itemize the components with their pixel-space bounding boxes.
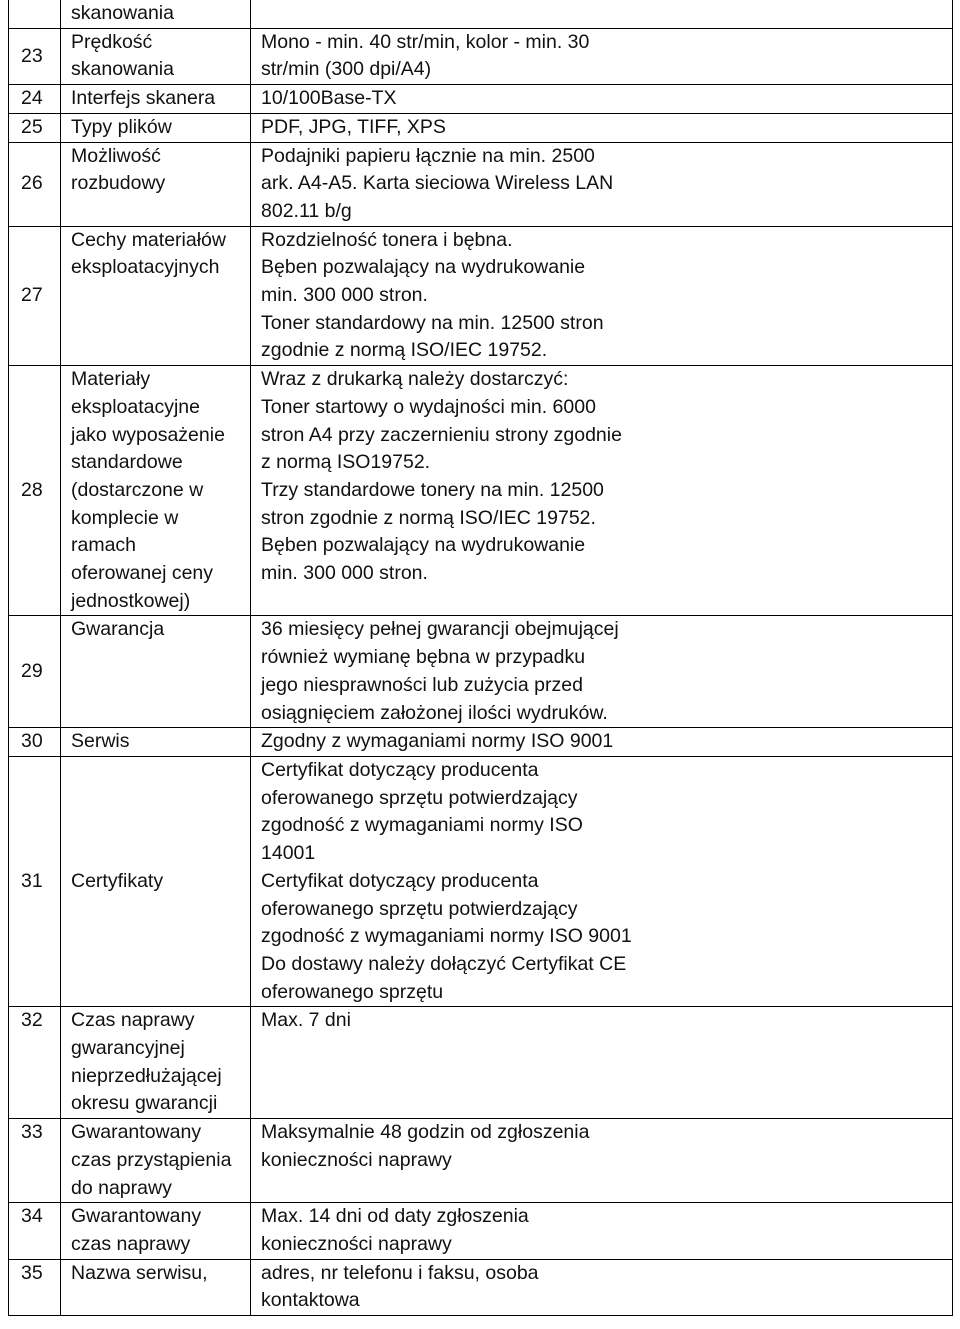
parameter-name — [61, 1119, 251, 1203]
row-number: 28 — [9, 366, 61, 616]
cell-line: 36 miesięcy pełnej gwarancji obejmującej — [261, 618, 619, 641]
cell-line: Serwis — [71, 730, 130, 753]
cell-line: okresu gwarancji — [71, 1092, 218, 1115]
cell-line: stron zgodnie z normą ISO/IEC 19752. — [261, 506, 596, 529]
cell-line: eksploatacyjne — [71, 395, 200, 418]
parameter-name — [61, 616, 251, 728]
row-number: 34 — [9, 1203, 61, 1259]
cell-line: Cechy materiałów — [71, 228, 226, 251]
row-number: 24 — [9, 85, 61, 114]
parameter-value — [251, 1119, 953, 1203]
cell-line: Materiały — [71, 368, 151, 391]
parameter-value — [251, 1203, 953, 1259]
cell-line: Toner startowy o wydajności min. 6000 — [261, 395, 596, 418]
cell-line: oferowanej ceny — [71, 562, 214, 585]
row-number: 27 — [9, 226, 61, 366]
cell-line: Zgodny z wymaganiami normy ISO 9001 — [261, 730, 614, 753]
row-number: 30 — [9, 728, 61, 757]
parameter-value — [251, 1259, 953, 1315]
cell-line: min. 300 000 stron. — [261, 562, 428, 585]
row-number: 29 — [9, 616, 61, 728]
cell-line: oferowanego sprzętu — [261, 980, 444, 1003]
cell-line: Bęben pozwalający na wydrukowanie — [261, 534, 586, 557]
cell-line: ark. A4-A5. Karta sieciowa Wireless LAN — [261, 172, 614, 195]
cell-line: 802.11 b/g — [261, 199, 352, 222]
parameter-value — [251, 1007, 953, 1119]
cell-line: Gwarantowany — [71, 1121, 202, 1144]
table-row — [9, 85, 953, 114]
cell-line: Czas naprawy — [71, 1009, 195, 1032]
parameter-name — [61, 0, 251, 28]
parameter-value — [251, 366, 953, 616]
cell-line: Nazwa serwisu, — [71, 1261, 208, 1284]
cell-line: Certyfikat dotyczący producenta — [261, 758, 539, 781]
table-row — [9, 1203, 953, 1259]
cell-line: Certyfikat dotyczący producenta — [261, 869, 539, 892]
table-row — [9, 226, 953, 366]
cell-line: Możliwość — [71, 144, 161, 167]
table-row — [9, 1119, 953, 1203]
cell-line: zgodność z wymaganiami normy ISO 9001 — [261, 925, 632, 948]
row-number: 31 — [9, 756, 61, 1006]
cell-line: oferowanego sprzętu potwierdzający — [261, 897, 578, 920]
parameter-value — [251, 0, 953, 28]
cell-line: jako wyposażenie — [71, 423, 225, 446]
cell-line: konieczności naprawy — [261, 1232, 452, 1255]
cell-line: Toner standardowy na min. 12500 stron — [261, 311, 604, 334]
cell-line: Bęben pozwalający na wydrukowanie — [261, 256, 586, 279]
parameter-name — [61, 1259, 251, 1315]
cell-line: również wymianę bębna w przypadku — [261, 646, 586, 669]
cell-line: zgodnie z normą ISO/IEC 19752. — [261, 339, 548, 362]
cell-line: nieprzedłużającej — [71, 1064, 222, 1087]
cell-line: gwarancyjnej — [71, 1037, 185, 1060]
parameter-value — [251, 616, 953, 728]
row-number — [9, 0, 61, 28]
cell-line: standardowe — [71, 451, 183, 474]
cell-line: do naprawy — [71, 1176, 172, 1199]
specification-table — [8, 0, 953, 1316]
cell-line: Interfejs skanera — [71, 87, 216, 110]
row-number: 32 — [9, 1007, 61, 1119]
table-row — [9, 756, 953, 1006]
cell-line: Max. 14 dni od daty zgłoszenia — [261, 1205, 529, 1228]
cell-line: Certyfikaty — [71, 869, 164, 892]
parameter-name — [61, 28, 251, 84]
cell-line: ramach — [71, 534, 137, 557]
cell-line: PDF, JPG, TIFF, XPS — [261, 115, 446, 138]
cell-line: stron A4 przy zaczernieniu strony zgodnie — [261, 423, 622, 446]
cell-line: czas przystąpienia — [71, 1148, 232, 1171]
parameter-name — [61, 1203, 251, 1259]
parameter-value — [251, 142, 953, 226]
row-number: 23 — [9, 28, 61, 84]
parameter-name — [61, 366, 251, 616]
table-row — [9, 113, 953, 142]
cell-line: eksploatacyjnych — [71, 256, 220, 279]
parameter-value — [251, 85, 953, 114]
cell-line: Max. 7 dni — [261, 1009, 351, 1032]
parameter-name — [61, 85, 251, 114]
cell-line: 14001 — [261, 842, 316, 865]
cell-line: jego niesprawności lub zużycia przed — [261, 673, 583, 696]
table-row — [9, 616, 953, 728]
cell-line: Prędkość — [71, 30, 153, 53]
cell-line: Typy plików — [71, 115, 172, 138]
cell-line: Podajniki papieru łącznie na min. 2500 — [261, 144, 595, 167]
cell-line: Gwarancja — [71, 618, 165, 641]
row-number: 35 — [9, 1259, 61, 1315]
cell-line: czas naprawy — [71, 1232, 191, 1255]
parameter-value — [251, 756, 953, 1006]
table-row — [9, 142, 953, 226]
cell-line: 10/100Base-TX — [261, 87, 397, 110]
cell-line: skanowania — [71, 58, 174, 81]
row-number: 33 — [9, 1119, 61, 1203]
table-row — [9, 1259, 953, 1315]
cell-line: (dostarczone w — [71, 478, 204, 501]
table-row — [9, 0, 953, 28]
table-row — [9, 28, 953, 84]
cell-line: kontaktowa — [261, 1289, 360, 1312]
table-row — [9, 366, 953, 616]
cell-line: skanowania — [71, 2, 174, 24]
cell-line: Wraz z drukarką należy dostarczyć: — [261, 368, 569, 391]
cell-line: konieczności naprawy — [261, 1148, 452, 1171]
cell-line: zgodność z wymaganiami normy ISO — [261, 814, 583, 837]
parameter-name — [61, 113, 251, 142]
cell-line: Maksymalnie 48 godzin od zgłoszenia — [261, 1121, 590, 1144]
cell-line: Gwarantowany — [71, 1205, 202, 1228]
parameter-value — [251, 28, 953, 84]
parameter-name — [61, 756, 251, 1006]
cell-line: adres, nr telefonu i faksu, osoba — [261, 1261, 539, 1284]
cell-line: rozbudowy — [71, 172, 166, 195]
cell-line: Rozdzielność tonera i bębna. — [261, 228, 513, 251]
parameter-name — [61, 728, 251, 757]
cell-line: osiągnięciem założonej ilości wydruków. — [261, 701, 608, 724]
cell-line: Mono - min. 40 str/min, kolor - min. 30 — [261, 30, 590, 53]
row-number: 25 — [9, 113, 61, 142]
cell-line: z normą ISO19752. — [261, 451, 431, 474]
cell-line: oferowanego sprzętu potwierdzający — [261, 786, 578, 809]
cell-line: Trzy standardowe tonery na min. 12500 — [261, 478, 604, 501]
cell-line: jednostkowej) — [71, 589, 191, 612]
parameter-value — [251, 113, 953, 142]
parameter-name — [61, 226, 251, 366]
parameter-name — [61, 1007, 251, 1119]
cell-line: str/min (300 dpi/A4) — [261, 58, 432, 81]
row-number: 26 — [9, 142, 61, 226]
parameter-value — [251, 728, 953, 757]
parameter-name — [61, 142, 251, 226]
parameter-value — [251, 226, 953, 366]
cell-line: min. 300 000 stron. — [261, 284, 428, 307]
cell-line: Do dostawy należy dołączyć Certyfikat CE — [261, 952, 627, 975]
table-row — [9, 1007, 953, 1119]
table-row — [9, 728, 953, 757]
cell-line: komplecie w — [71, 506, 179, 529]
